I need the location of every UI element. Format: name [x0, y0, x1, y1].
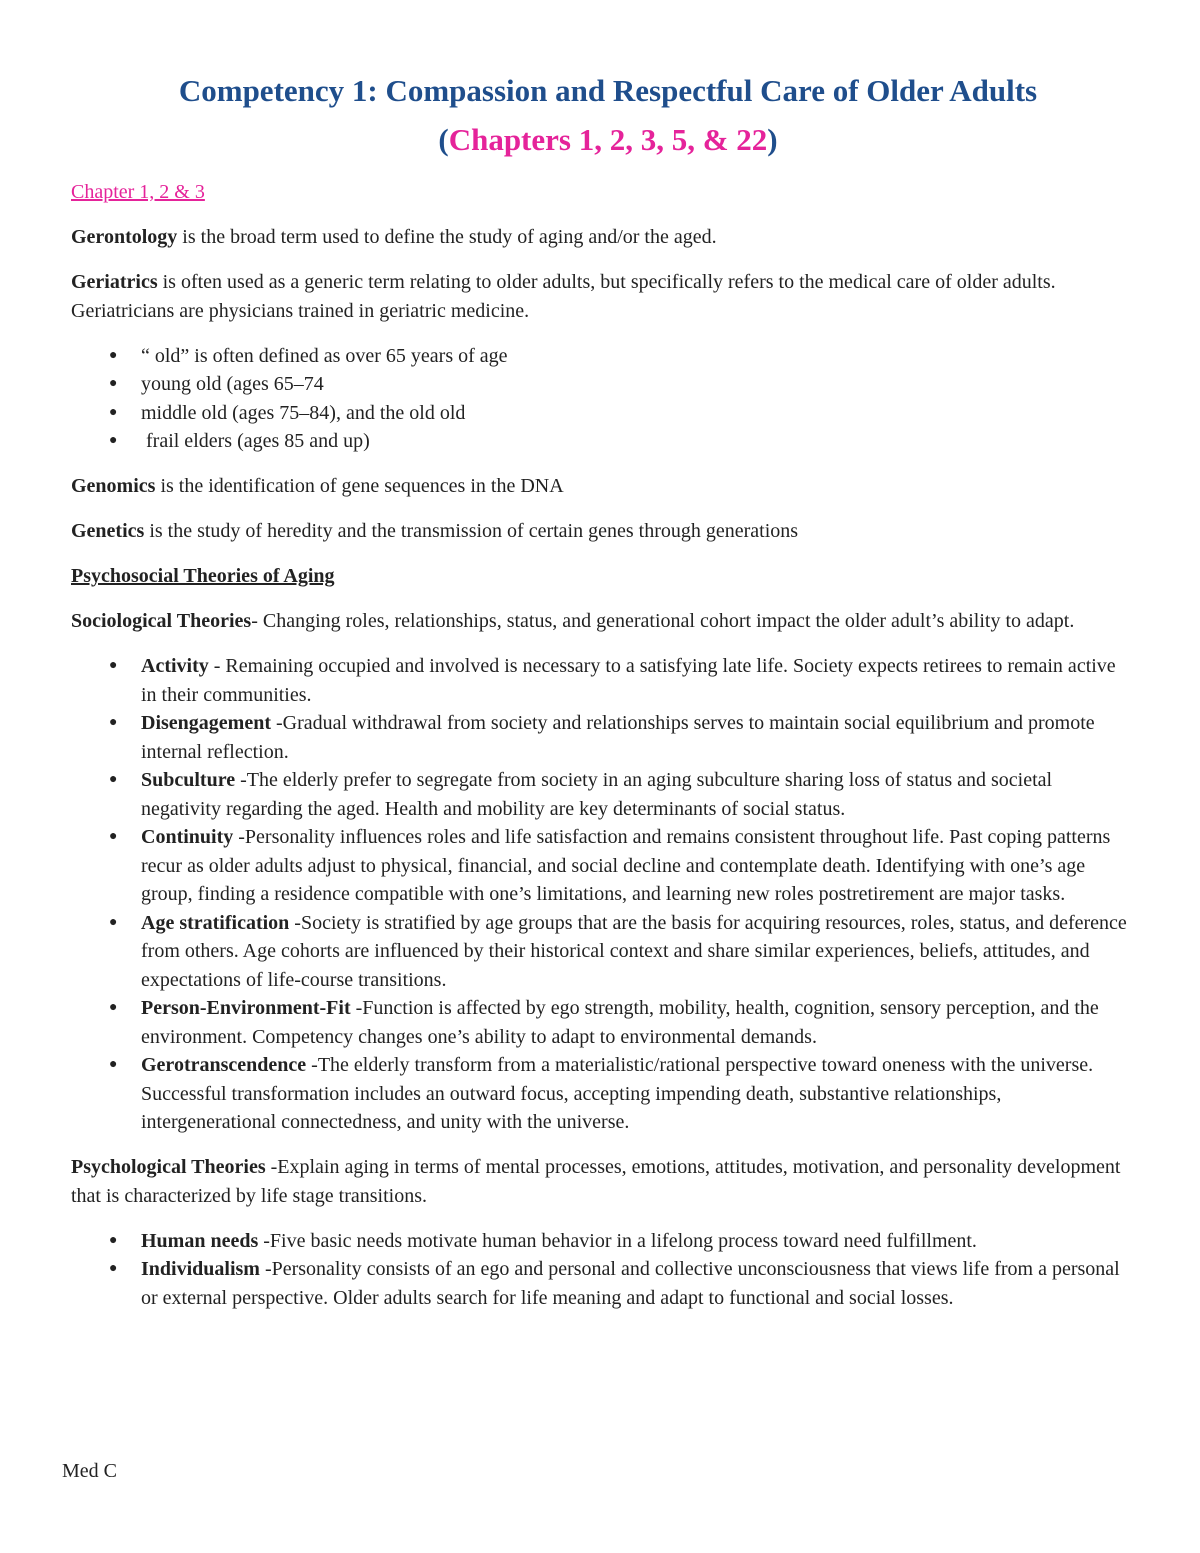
sociological-theories-paragraph — [71, 607, 1131, 636]
theory-term: Age stratification — [141, 911, 290, 934]
list-item-text: middle old (ages 75–84), and the old old — [141, 401, 466, 424]
theory-text: -Function is affected by ego strength, mobility, health, cognition, sensory perception, and the environment. Competency changes one’s ability to adapt to environmental demands. — [141, 997, 1099, 1048]
list-item — [71, 652, 1131, 709]
theory-term: Person-Environment-Fit — [141, 997, 351, 1019]
psychosocial-heading — [71, 562, 1131, 591]
list-item-text: young old (ages 65–74 — [141, 373, 324, 395]
psychosocial-heading-text: Psychosocial Theories of Aging — [71, 565, 335, 587]
bullet-icon: ● — [109, 1232, 118, 1248]
term-genomics: Genomics — [71, 475, 156, 497]
bullet-icon: ● — [109, 1261, 118, 1276]
term-sociological-theories: Sociological Theories — [71, 610, 252, 632]
term-psychological-theories: Psychological Theories — [71, 1156, 266, 1178]
bullet-icon: ● — [109, 347, 118, 363]
theory-text: -Personality consists of an ego and personal and collective unconsciousness that views life from a personal or external perspective. Older adults search for life meaning and adapt to functional and social losses. — [141, 1258, 1120, 1309]
list-item — [71, 427, 1131, 456]
theory-term: Individualism — [141, 1258, 260, 1280]
definition-genomics — [71, 472, 1131, 501]
theory-term: Human needs — [141, 1229, 259, 1252]
definition-genetics — [71, 517, 1131, 546]
sociological-theories-list — [71, 652, 1131, 1137]
bullet-icon: ● — [109, 658, 118, 673]
list-item — [71, 399, 1131, 428]
theory-term: Continuity — [141, 826, 234, 848]
term-genetics: Genetics — [71, 520, 145, 542]
bullet-icon: ● — [109, 376, 118, 391]
bullet-icon: ● — [109, 433, 118, 448]
list-item-text: “ old” is often defined as over 65 years of age — [141, 344, 508, 367]
page-footer: Med C — [62, 1460, 117, 1482]
bullet-icon: ● — [109, 1057, 118, 1072]
bullet-icon: ● — [109, 772, 118, 787]
theory-term: Gerotranscendence — [141, 1054, 307, 1076]
list-item — [71, 1227, 1131, 1256]
document-body — [71, 178, 1131, 1329]
bullet-icon: ● — [109, 404, 118, 420]
term-gerontology: Gerontology — [71, 226, 178, 248]
document-title — [60, 66, 1156, 164]
list-item — [71, 909, 1131, 995]
title-paren-open: ( — [438, 122, 449, 157]
theory-text: -Gradual withdrawal from society and relationships serves to maintain social equilibrium and promote internal reflection. — [141, 712, 1095, 763]
psychological-theories-paragraph — [71, 1153, 1131, 1210]
bullet-icon: ● — [109, 715, 118, 730]
bullet-icon: ● — [109, 1000, 118, 1015]
list-item — [71, 823, 1131, 909]
bullet-icon: ● — [109, 829, 118, 844]
psychological-theories-list — [71, 1227, 1131, 1313]
theory-text: - Remaining occupied and involved is necessary to a satisfying late life. Society expects retirees to remain active in their communities. — [141, 655, 1116, 706]
title-line-1: Competency 1: Compassion and Respectful Care of Older Adults — [178, 73, 1038, 108]
text-genomics: is the identification of gene sequences in the DNA — [155, 475, 564, 497]
definition-gerontology — [71, 223, 1131, 252]
title-paren-close: ) — [767, 122, 778, 157]
title-chapters: Chapters 1, 2, 3, 5, & 22 — [448, 122, 768, 157]
list-item-text: frail elders (ages 85 and up) — [141, 430, 370, 452]
theory-term: Disengagement — [141, 712, 271, 734]
theory-text: -The elderly transform from a materialistic/rational perspective toward oneness with the universe. Successful transformation includes an outward focus, accepting impending death, substantive relationships, intergenerational connectedness, and unity with the universe. — [141, 1054, 1094, 1133]
chapter-heading-text: Chapter 1, 2 & 3 — [71, 181, 205, 203]
list-item — [71, 709, 1131, 766]
list-item — [71, 766, 1131, 823]
text-sociological-theories: - Changing roles, relationships, status, and generational cohort impact the older adult’s ability to adapt. — [251, 610, 1075, 632]
list-item — [71, 994, 1131, 1051]
list-item — [71, 1255, 1131, 1312]
term-geriatrics: Geriatrics — [71, 271, 158, 293]
theory-term: Subculture — [141, 769, 236, 791]
list-item — [71, 342, 1131, 371]
text-genetics: is the study of heredity and the transmission of certain genes through generations — [144, 520, 799, 542]
list-item — [71, 1051, 1131, 1137]
title-line-2 — [60, 115, 1156, 164]
definition-geriatrics — [71, 268, 1131, 325]
bullet-icon: ● — [109, 914, 118, 930]
chapter-heading — [71, 178, 1131, 207]
list-item — [71, 370, 1131, 399]
theory-text: -Society is stratified by age groups that are the basis for acquiring resources, roles, status, and deference from others. Age cohorts are influenced by their historical context and share similar experiences, beliefs, attitudes, and expectations of life-course transitions. — [141, 911, 1127, 991]
theory-text: -Five basic needs motivate human behavior in a lifelong process toward need fulfillment. — [258, 1229, 977, 1252]
text-psychological-theories: -Explain aging in terms of mental processes, emotions, attitudes, motivation, and personality development that is characterized by life stage transitions. — [71, 1156, 1121, 1207]
text-gerontology: is the broad term used to define the study of aging and/or the aged. — [177, 226, 717, 248]
theory-text: -Personality influences roles and life satisfaction and remains consistent throughout life. Past coping patterns recur as older adults adjust to physical, financial, and social decline and contemplate death. Identifying with one’s age group, finding a residence compatible with one’s limitations, and learning new roles postretirement are major tasks. — [141, 826, 1111, 905]
theory-text: -The elderly prefer to segregate from society in an aging subculture sharing loss of status and societal negativity regarding the aged. Health and mobility are key determinants of social status. — [141, 769, 1053, 820]
age-group-list — [71, 342, 1131, 456]
text-geriatrics: is often used as a generic term relating to older adults, but specifically refers to the medical care of older adults. Geriatricians are physicians trained in geriatric medicine. — [71, 271, 1056, 322]
theory-term: Activity — [141, 655, 209, 677]
